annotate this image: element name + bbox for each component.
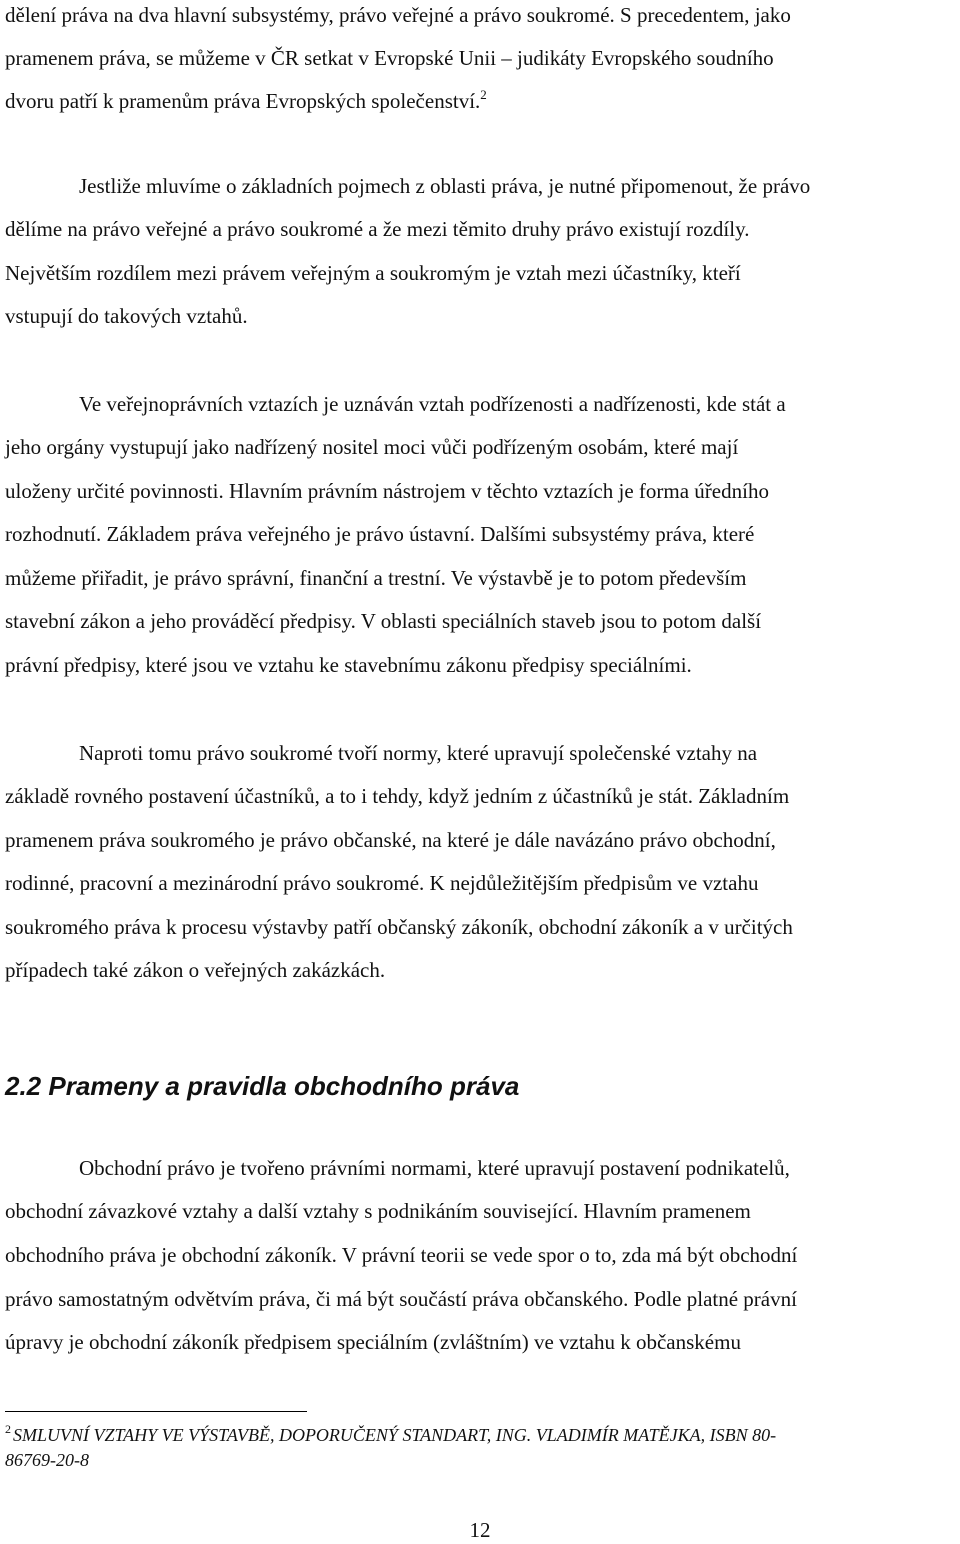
paragraph-line: Naproti tomu právo soukromé tvoří normy, které upravují společenské vztahy na	[79, 741, 758, 765]
paragraph-line: právo samostatným odvětvím práva, či má být součástí práva občanského. Podle platné právní	[5, 1287, 797, 1311]
paragraph-line: rodinné, pracovní a mezinárodní právo soukromé. K nejdůležitějším předpisům ve vztahu	[5, 871, 759, 895]
paragraph-line: Obchodní právo je tvořeno právními normami, které upravují postavení podnikatelů,	[79, 1156, 790, 1180]
paragraph-line: soukromého práva k procesu výstavby patří občanský zákoník, obchodní zákoník a v určitých	[5, 915, 793, 939]
paragraph-line: stavební zákon a jeho prováděcí předpisy. V oblasti speciálních staveb jsou to potom další	[5, 609, 762, 633]
paragraph-line: obchodní závazkové vztahy a další vztahy s podnikáním související. Hlavním pramenem	[5, 1199, 751, 1223]
footnote-line: 86769-20-8	[5, 1450, 89, 1470]
paragraph-line: Ve veřejnoprávních vztazích je uznáván vztah podřízenosti a nadřízenosti, kde stát a	[79, 392, 786, 416]
page-number: 12	[469, 1518, 491, 1542]
footnote-divider	[5, 1411, 307, 1412]
paragraph-line: právní předpisy, které jsou ve vztahu ke stavebnímu zákonu předpisy speciálními.	[5, 653, 692, 677]
footnote-line	[5, 1423, 776, 1447]
paragraph-line: dělení práva na dva hlavní subsystémy, právo veřejné a právo soukromé. S precedentem, jako	[5, 3, 791, 27]
paragraph-line: můžeme přiřadit, je právo správní, finanční a trestní. Ve výstavbě je to potom především	[5, 566, 747, 590]
paragraph-line-text: dvoru patří k pramenům práva Evropských společenství.	[5, 89, 481, 113]
footnote-mark: 2	[5, 1422, 11, 1436]
paragraph-line: dělíme na právo veřejné a právo soukromé a že mezi těmito druhy právo existují rozdíly.	[5, 217, 750, 241]
paragraph-line: Největším rozdílem mezi právem veřejným a soukromým je vztah mezi účastníky, kteří	[5, 261, 741, 285]
paragraph-line: případech také zákon o veřejných zakázkách.	[5, 958, 386, 982]
paragraph-line: vstupují do takových vztahů.	[5, 304, 248, 328]
paragraph-line: rozhodnutí. Základem práva veřejného je právo ústavní. Dalšími subsystémy práva, které	[5, 522, 755, 546]
paragraph-line: úpravy je obchodní zákoník předpisem speciálním (zvláštním) ve vztahu k občanskému	[5, 1330, 741, 1354]
footnote-text: SMLUVNÍ VZTAHY VE VÝSTAVBĚ, DOPORUČENÝ STANDART, ING. VLADIMÍR MATĚJKA, ISBN 80-	[13, 1425, 777, 1445]
paragraph-line: jeho orgány vystupují jako nadřízený nositel moci vůči podřízeným osobám, které mají	[5, 435, 739, 459]
paragraph-line	[5, 87, 960, 115]
footnote-reference[interactable]: 2	[480, 87, 487, 102]
paragraph-line: uloženy určité povinnosti. Hlavním právním nástrojem v těchto vztazích je forma úředního	[5, 479, 769, 503]
paragraph-line: Jestliže mluvíme o základních pojmech z oblasti práva, je nutné připomenout, že právo	[79, 174, 811, 198]
paragraph-line: pramenem práva, se můžeme v ČR setkat v Evropské Unii – judikáty Evropského soudního	[5, 46, 774, 70]
section-heading: 2.2 Prameny a pravidla obchodního práva	[5, 1071, 520, 1101]
paragraph-line: pramenem práva soukromého je právo občanské, na které je dále navázáno právo obchodní,	[5, 828, 776, 852]
paragraph-line: obchodního práva je obchodní zákoník. V právní teorii se vede spor o to, zda má být obchodní	[5, 1243, 798, 1267]
paragraph-line: základě rovného postavení účastníků, a to i tehdy, když jedním z účastníků je stát. Základním	[5, 784, 790, 808]
